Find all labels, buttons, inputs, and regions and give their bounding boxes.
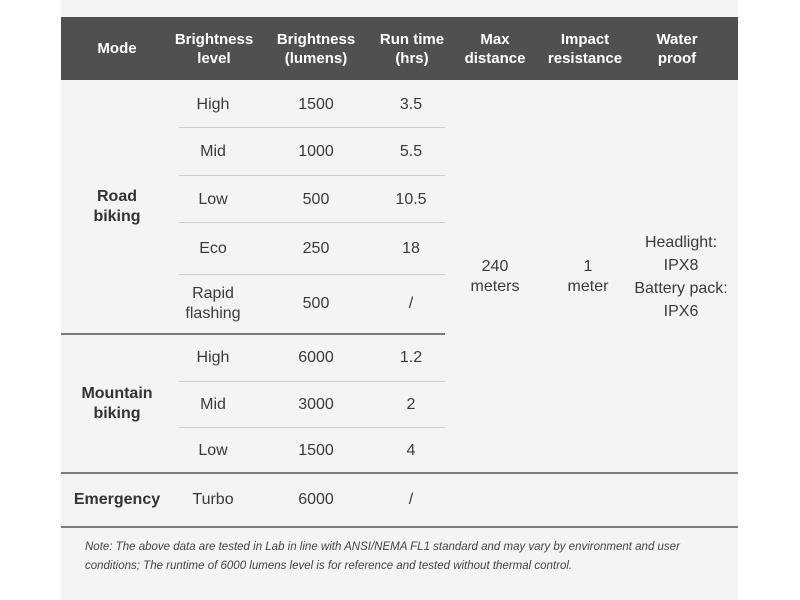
mode-emergency: Emergency — [73, 491, 161, 508]
spec-table-panel — [61, 0, 738, 600]
mode-road-biking: Road biking — [93, 188, 141, 225]
header-mode: Mode — [97, 40, 137, 57]
lumens-cell: 6000 — [298, 491, 334, 508]
lumens-cell: 1500 — [298, 441, 334, 459]
header-water-proof: Water proof — [656, 30, 698, 67]
runtime-cell: 1.2 — [399, 349, 423, 366]
lumens-cell: 3000 — [298, 395, 334, 413]
runtime-cell: 3.5 — [399, 95, 423, 113]
level-cell: Mid — [200, 142, 226, 160]
water-proof-value: Headlight: IPX8 Battery pack: IPX6 — [634, 233, 728, 320]
runtime-cell: 2 — [406, 395, 416, 413]
level-cell: Low — [198, 441, 228, 459]
header-brightness-lumens: Brightness (lumens) — [276, 30, 356, 67]
runtime-cell: 4 — [406, 441, 416, 459]
lumens-cell: 6000 — [298, 349, 334, 366]
runtime-cell: / — [408, 295, 414, 312]
max-distance-value: 240 meters — [470, 257, 520, 295]
lumens-cell: 1500 — [298, 95, 334, 113]
lumens-cell: 1000 — [298, 142, 334, 160]
mode-mountain-biking: Mountain biking — [81, 385, 153, 422]
lumens-cell: 500 — [302, 190, 330, 208]
level-cell: Mid — [200, 395, 226, 413]
level-cell: Low — [198, 190, 228, 208]
level-cell: Turbo — [192, 491, 234, 508]
header-brightness-level: Brightness level — [174, 30, 254, 67]
header-impact-resistance: Impact resistance — [547, 30, 623, 67]
level-cell: Eco — [199, 240, 227, 257]
runtime-cell: 10.5 — [395, 190, 427, 208]
runtime-cell: / — [408, 491, 414, 508]
footnote: Note: The above data are tested in Lab in line with ANSI/NEMA FL1 standard and may vary by environment and user conditions; The runtime of 6000 lumens level is for reference and tested without thermal control. — [85, 541, 680, 572]
table-header — [61, 17, 738, 80]
table-bottom-border — [61, 526, 738, 528]
level-cell: High — [196, 349, 230, 366]
level-cell: Rapid flashing — [185, 285, 241, 322]
header-max-distance: Max distance — [464, 30, 526, 67]
lumens-cell: 500 — [302, 295, 330, 312]
impact-resistance-value: 1 meter — [567, 257, 609, 295]
level-cell: High — [196, 95, 230, 113]
header-run-time: Run time (hrs) — [379, 30, 445, 67]
runtime-cell: 5.5 — [399, 142, 423, 160]
lumens-cell: 250 — [302, 240, 330, 257]
runtime-cell: 18 — [402, 240, 420, 257]
